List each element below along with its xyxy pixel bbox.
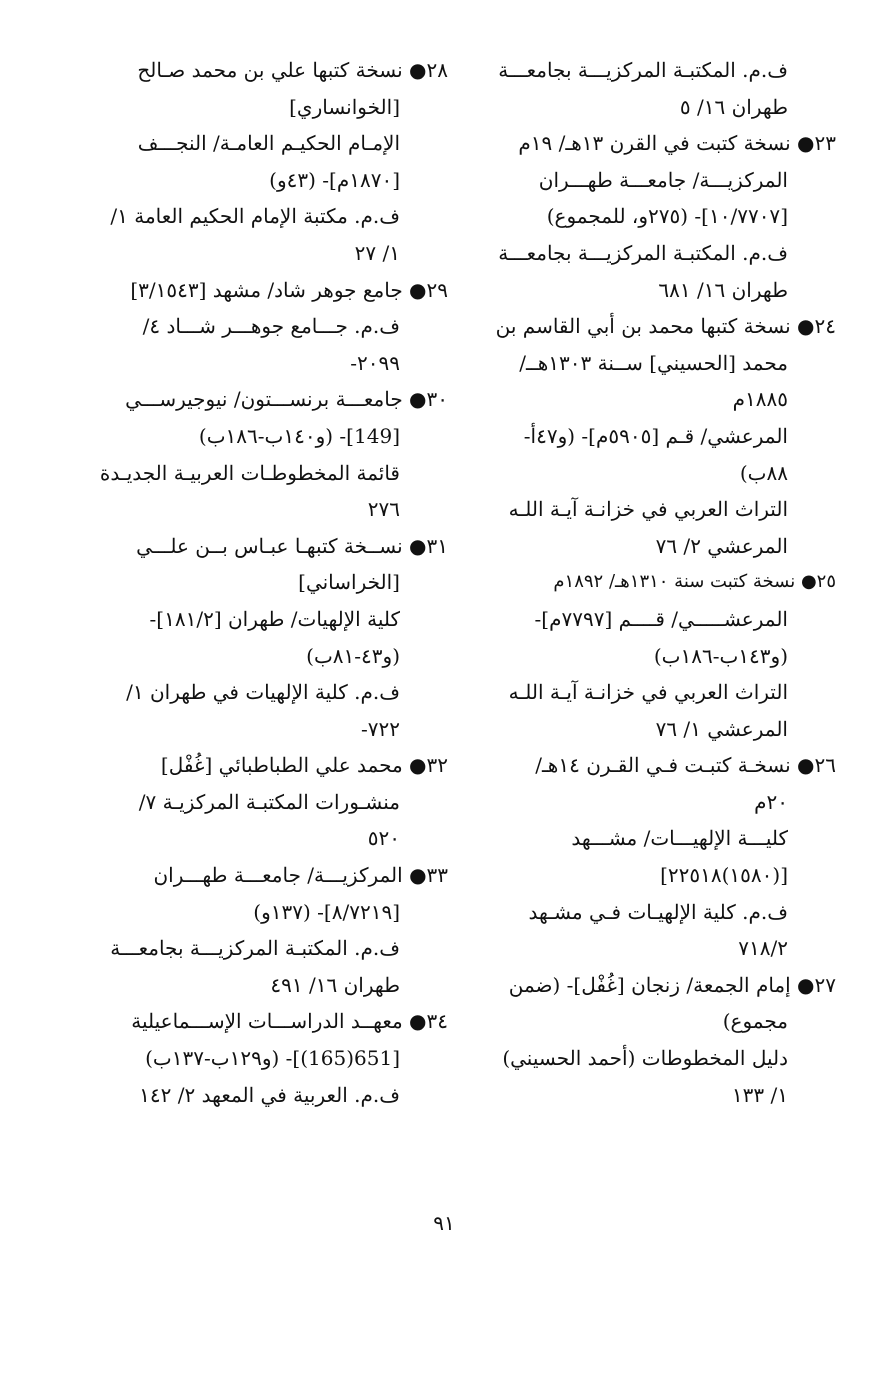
left-column [55, 52, 448, 1113]
entry-line: المرعشي ٢/ ٧٦ [655, 533, 788, 558]
entry-line: ف.م. كلية الإلهيات في طهران ١/ [126, 680, 400, 705]
entry-heading-line: ٣١● نســخة كتبهـا عبـاس بــن علـــي [136, 533, 448, 558]
entry-heading-line: ٢٦● نسخـة كتبـت فـي القـرن ١٤هـ/ [535, 753, 836, 778]
entry-line: الإمـام الحكيـم العامـة/ النجـــف [137, 131, 400, 156]
entry-line: (و٤٣-٨١ب) [306, 643, 400, 668]
page-number: ٩١ [433, 1211, 455, 1235]
entry-heading-line: ٢٩● جامع جوهر شاد/ مشهد [٣/١٥٤٣] [130, 277, 448, 302]
entry-line: قائمة المخطوطـات العربيـة الجديـدة [99, 460, 400, 485]
entry-line: ف.م. مكتبة الإمام الحكيم العامة ١/ [110, 204, 400, 229]
entry-line: ١/ ١٣٣ [731, 1082, 788, 1107]
entry-line: ٧١٨/٢ [738, 936, 788, 961]
entry-heading-line: ٢٣● نسخة كتبت في القرن ١٣هـ/ ١٩م [518, 131, 836, 156]
entry-line: ف.م. المكتبـة المركزيـــة بجامعـــة [110, 936, 400, 961]
entry-line: مجموع) [722, 1009, 788, 1034]
entry-line: [651(165)]- (و١٢٩ب-١٣٧ب) [145, 1046, 400, 1071]
entry-line: ٢٧٦ [367, 497, 400, 522]
entry-line: التراث العربي في خزانـة آيـة اللـه [508, 497, 788, 522]
entry-line: ف.م. كلية الإلهيـات فـي مشـهد [528, 899, 788, 924]
entry-line: ٢٠٩٩- [350, 350, 400, 375]
entry-line: ١٨٨٥م [732, 387, 788, 412]
entry-line: منشـورات المكتبـة المركزيـة ٧/ [138, 789, 400, 814]
right-column [443, 52, 836, 1113]
entry-line: (و١٤٣ب-١٨٦ب) [653, 643, 788, 668]
entry-line: [الخراساني] [298, 570, 400, 595]
entry-line: دليل المخطوطات (أحمد الحسيني) [502, 1046, 788, 1071]
entry-line: ١/ ٢٧ [354, 240, 400, 265]
entry-line: المرعشـــــي/ قــــم [٧٧٩٧م]- [534, 606, 788, 631]
entry-line: [(١٥٨٠)٢٢٥١٨] [660, 863, 788, 888]
entry-line: [الخوانساري] [289, 94, 400, 119]
entry-line: ف.م. المكتبـة المركزيـــة بجامعـــة [498, 58, 788, 82]
entry-heading-line: ٢٤● نسخة كتبها محمد بن أبي القاسم بن [495, 314, 836, 339]
entry-heading-line: ٣٠● جامعـــة برنســـتون/ نيوجيرســـي [125, 387, 448, 412]
entry-line: ف.م. جـــامع جوهـــر شـــاد ٤/ [142, 314, 400, 339]
entry-line: ف.م. المكتبـة المركزيـــة بجامعـــة [498, 240, 788, 265]
entry-heading-line: ٣٤● معهــد الدراســـات الإســـماعيلية [131, 1009, 448, 1034]
entry-line: ٨٨ب) [739, 460, 788, 485]
entry-heading-line: ٢٨● نسخة كتبها علي بن محمد صـالح [137, 58, 448, 82]
entry-line: المركزيـــة/ جامعـــة طهـــران [538, 167, 788, 192]
entry-line: طهران ١٦/ ٤٩١ [270, 972, 400, 997]
entry-line: ٥٢٠ [367, 826, 400, 851]
entry-line: محمد [الحسيني] ســنة ١٣٠٣هــ/ [519, 350, 788, 375]
entry-line: كليـــة الإلهيـــات/ مشـــهد [571, 826, 788, 851]
entry-line: [149]- (و١٤٠ب-١٨٦ب) [198, 423, 400, 448]
entry-line: [١٨٧٠م]- (٤٣و) [269, 167, 400, 192]
entry-line: ف.م. العربية في المعهد ٢/ ١٤٢ [139, 1082, 400, 1107]
entry-line: [٨/٧٢١٩]- (١٣٧و) [253, 899, 400, 924]
entry-heading-line: ٢٧● إمام الجمعة/ زنجان [غُفْل]- (ضمن [508, 972, 836, 997]
entry-heading-line: ٣٣● المركزيـــة/ جامعـــة طهـــران [153, 863, 448, 888]
entry-line: [١٠/٧٧٠٧]- (٢٧٥و، للمجموع) [546, 204, 788, 229]
entry-line: طهران ١٦/ ٦٨١ [658, 277, 788, 302]
entry-line: التراث العربي في خزانـة آيـة اللـه [508, 680, 788, 705]
entry-heading-line: ٣٢● محمد علي الطباطبائي [غُفْل] [160, 753, 448, 778]
entry-line: طهران ١٦/ ٥ [679, 94, 788, 119]
entry-line: المرعشي/ قـم [٥٩٠٥م]- (و٤٧أ- [523, 423, 788, 448]
entry-line: المرعشي ١/ ٧٦ [655, 716, 788, 741]
entry-line: كلية الإلهيات/ طهران [١٨١/٢]- [149, 606, 400, 631]
entry-heading-line: ٢٥● نسخة كتبت سنة ١٣١٠هـ/ ١٨٩٢م [553, 571, 836, 593]
entry-line: ٧٢٢- [361, 716, 400, 741]
entry-line: ٢٠م [754, 789, 788, 814]
